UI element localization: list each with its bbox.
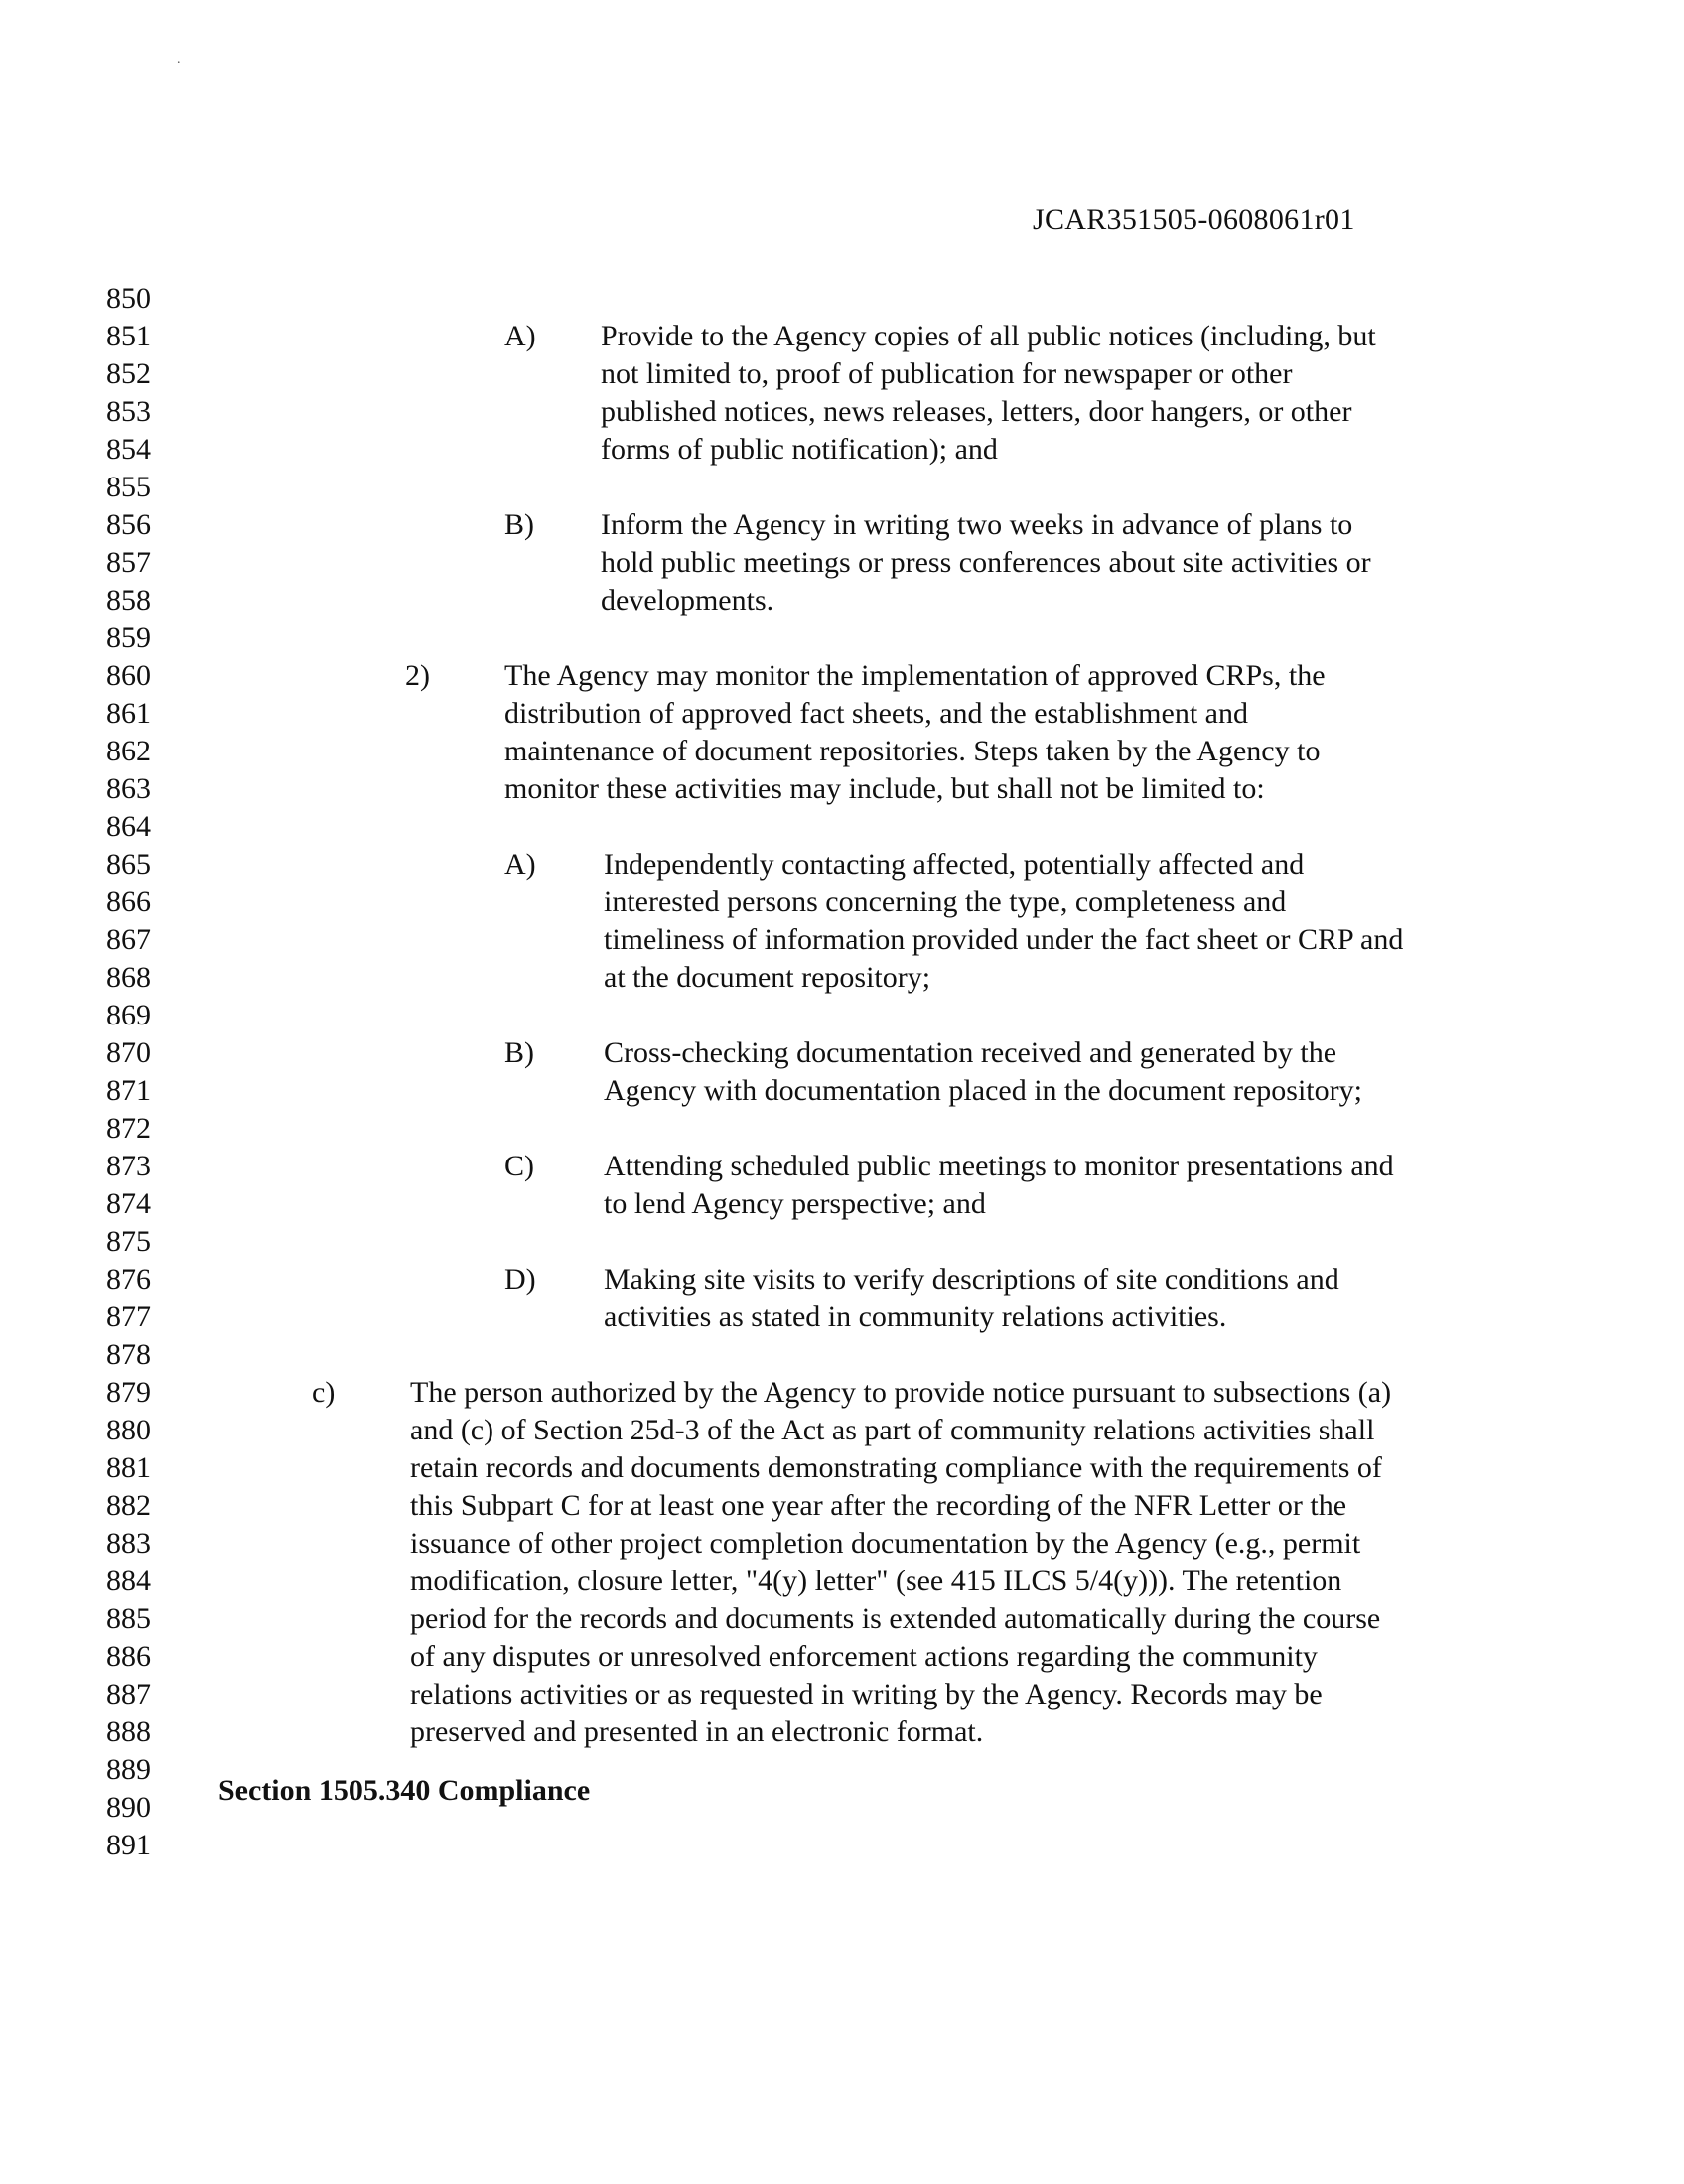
line-number: 872 [106,1112,151,1145]
scan-corner-mark: . [177,52,181,67]
line-number: 851 [106,320,151,352]
text-line: and (c) of Section 25d-3 of the Act as part of community relations activities shall [410,1414,1375,1446]
line-number: 870 [106,1036,151,1069]
line-number: 866 [106,886,151,918]
line-number: 850 [106,282,151,315]
line-number: 877 [106,1300,151,1333]
line-number: 888 [106,1715,151,1748]
line-number: 887 [106,1678,151,1710]
line-number: 890 [106,1791,151,1824]
text-line: Agency with documentation placed in the document repository; [604,1074,1362,1107]
text-line: The Agency may monitor the implementation of approved CRPs, the [504,659,1326,692]
item-label: c) [312,1376,336,1409]
line-number: 869 [106,999,151,1031]
line-number: 886 [106,1640,151,1673]
line-number: 855 [106,471,151,503]
line-number: 891 [106,1829,151,1861]
text-line: Attending scheduled public meetings to monitor presentations and [604,1150,1394,1182]
line-number: 874 [106,1187,151,1220]
line-number: 863 [106,772,151,805]
text-line: Independently contacting affected, potentially affected and [604,848,1305,881]
line-number-column [106,280,151,1864]
line-number: 879 [106,1376,151,1409]
text-line: this Subpart C for at least one year after the recording of the NFR Letter or the [410,1489,1347,1522]
text-line: maintenance of document repositories. Steps taken by the Agency to [504,735,1321,767]
text-line: Cross-checking documentation received and generated by the [604,1036,1337,1069]
line-number: 882 [106,1489,151,1522]
text-line: Provide to the Agency copies of all public notices (including, but [601,320,1376,352]
text-line: Inform the Agency in writing two weeks in advance of plans to [601,508,1353,541]
text-line: timeliness of information provided under the fact sheet or CRP and [604,923,1404,956]
text-line: published notices, news releases, letters, door hangers, or other [601,395,1352,428]
item-label: B) [504,1036,534,1069]
line-number: 883 [106,1527,151,1560]
text-line: developments. [601,584,774,616]
line-number: 875 [106,1225,151,1258]
text-line: distribution of approved fact sheets, and the establishment and [504,697,1248,730]
line-number: 858 [106,584,151,616]
line-number: 862 [106,735,151,767]
line-number: 884 [106,1565,151,1597]
text-line: monitor these activities may include, but shall not be limited to: [504,772,1265,805]
text-line: activities as stated in community relations activities. [604,1300,1227,1333]
text-line: forms of public notification); and [601,433,998,466]
text-line: at the document repository; [604,961,931,994]
document-id: JCAR351505-0608061r01 [1033,204,1355,236]
text-line: retain records and documents demonstrating compliance with the requirements of [410,1451,1382,1484]
line-number: 859 [106,621,151,654]
item-label: A) [504,320,536,352]
line-number: 856 [106,508,151,541]
line-number: 881 [106,1451,151,1484]
text-line: period for the records and documents is extended automatically during the course [410,1602,1381,1635]
line-number: 867 [106,923,151,956]
line-number: 876 [106,1263,151,1296]
item-label: B) [504,508,534,541]
text-line: not limited to, proof of publication for newspaper or other [601,357,1293,390]
line-number: 889 [106,1753,151,1786]
line-number: 871 [106,1074,151,1107]
line-number: 853 [106,395,151,428]
line-number: 868 [106,961,151,994]
line-number: 861 [106,697,151,730]
item-label: D) [504,1263,536,1296]
line-number: 885 [106,1602,151,1635]
item-label: C) [504,1150,534,1182]
text-line: issuance of other project completion documentation by the Agency (e.g., permit [410,1527,1361,1560]
line-number: 854 [106,433,151,466]
line-number: 873 [106,1150,151,1182]
item-label: 2) [405,659,430,692]
item-label: A) [504,848,536,881]
text-line: modification, closure letter, "4(y) letter" (see 415 ILCS 5/4(y))). The retention [410,1565,1342,1597]
line-number: 857 [106,546,151,579]
section-heading: Section 1505.340 Compliance [218,1774,591,1807]
text-line: hold public meetings or press conferences about site activities or [601,546,1371,579]
text-line: to lend Agency perspective; and [604,1187,986,1220]
text-line: The person authorized by the Agency to provide notice pursuant to subsections (a) [410,1376,1392,1409]
line-number: 852 [106,357,151,390]
line-number: 880 [106,1414,151,1446]
text-line: of any disputes or unresolved enforcement actions regarding the community [410,1640,1318,1673]
line-number: 865 [106,848,151,881]
text-line: relations activities or as requested in writing by the Agency. Records may be [410,1678,1323,1710]
line-number: 878 [106,1338,151,1371]
line-number: 860 [106,659,151,692]
line-number: 864 [106,810,151,843]
text-line: preserved and presented in an electronic format. [410,1715,984,1748]
text-line: interested persons concerning the type, completeness and [604,886,1287,918]
text-line: Making site visits to verify descriptions of site conditions and [604,1263,1339,1296]
